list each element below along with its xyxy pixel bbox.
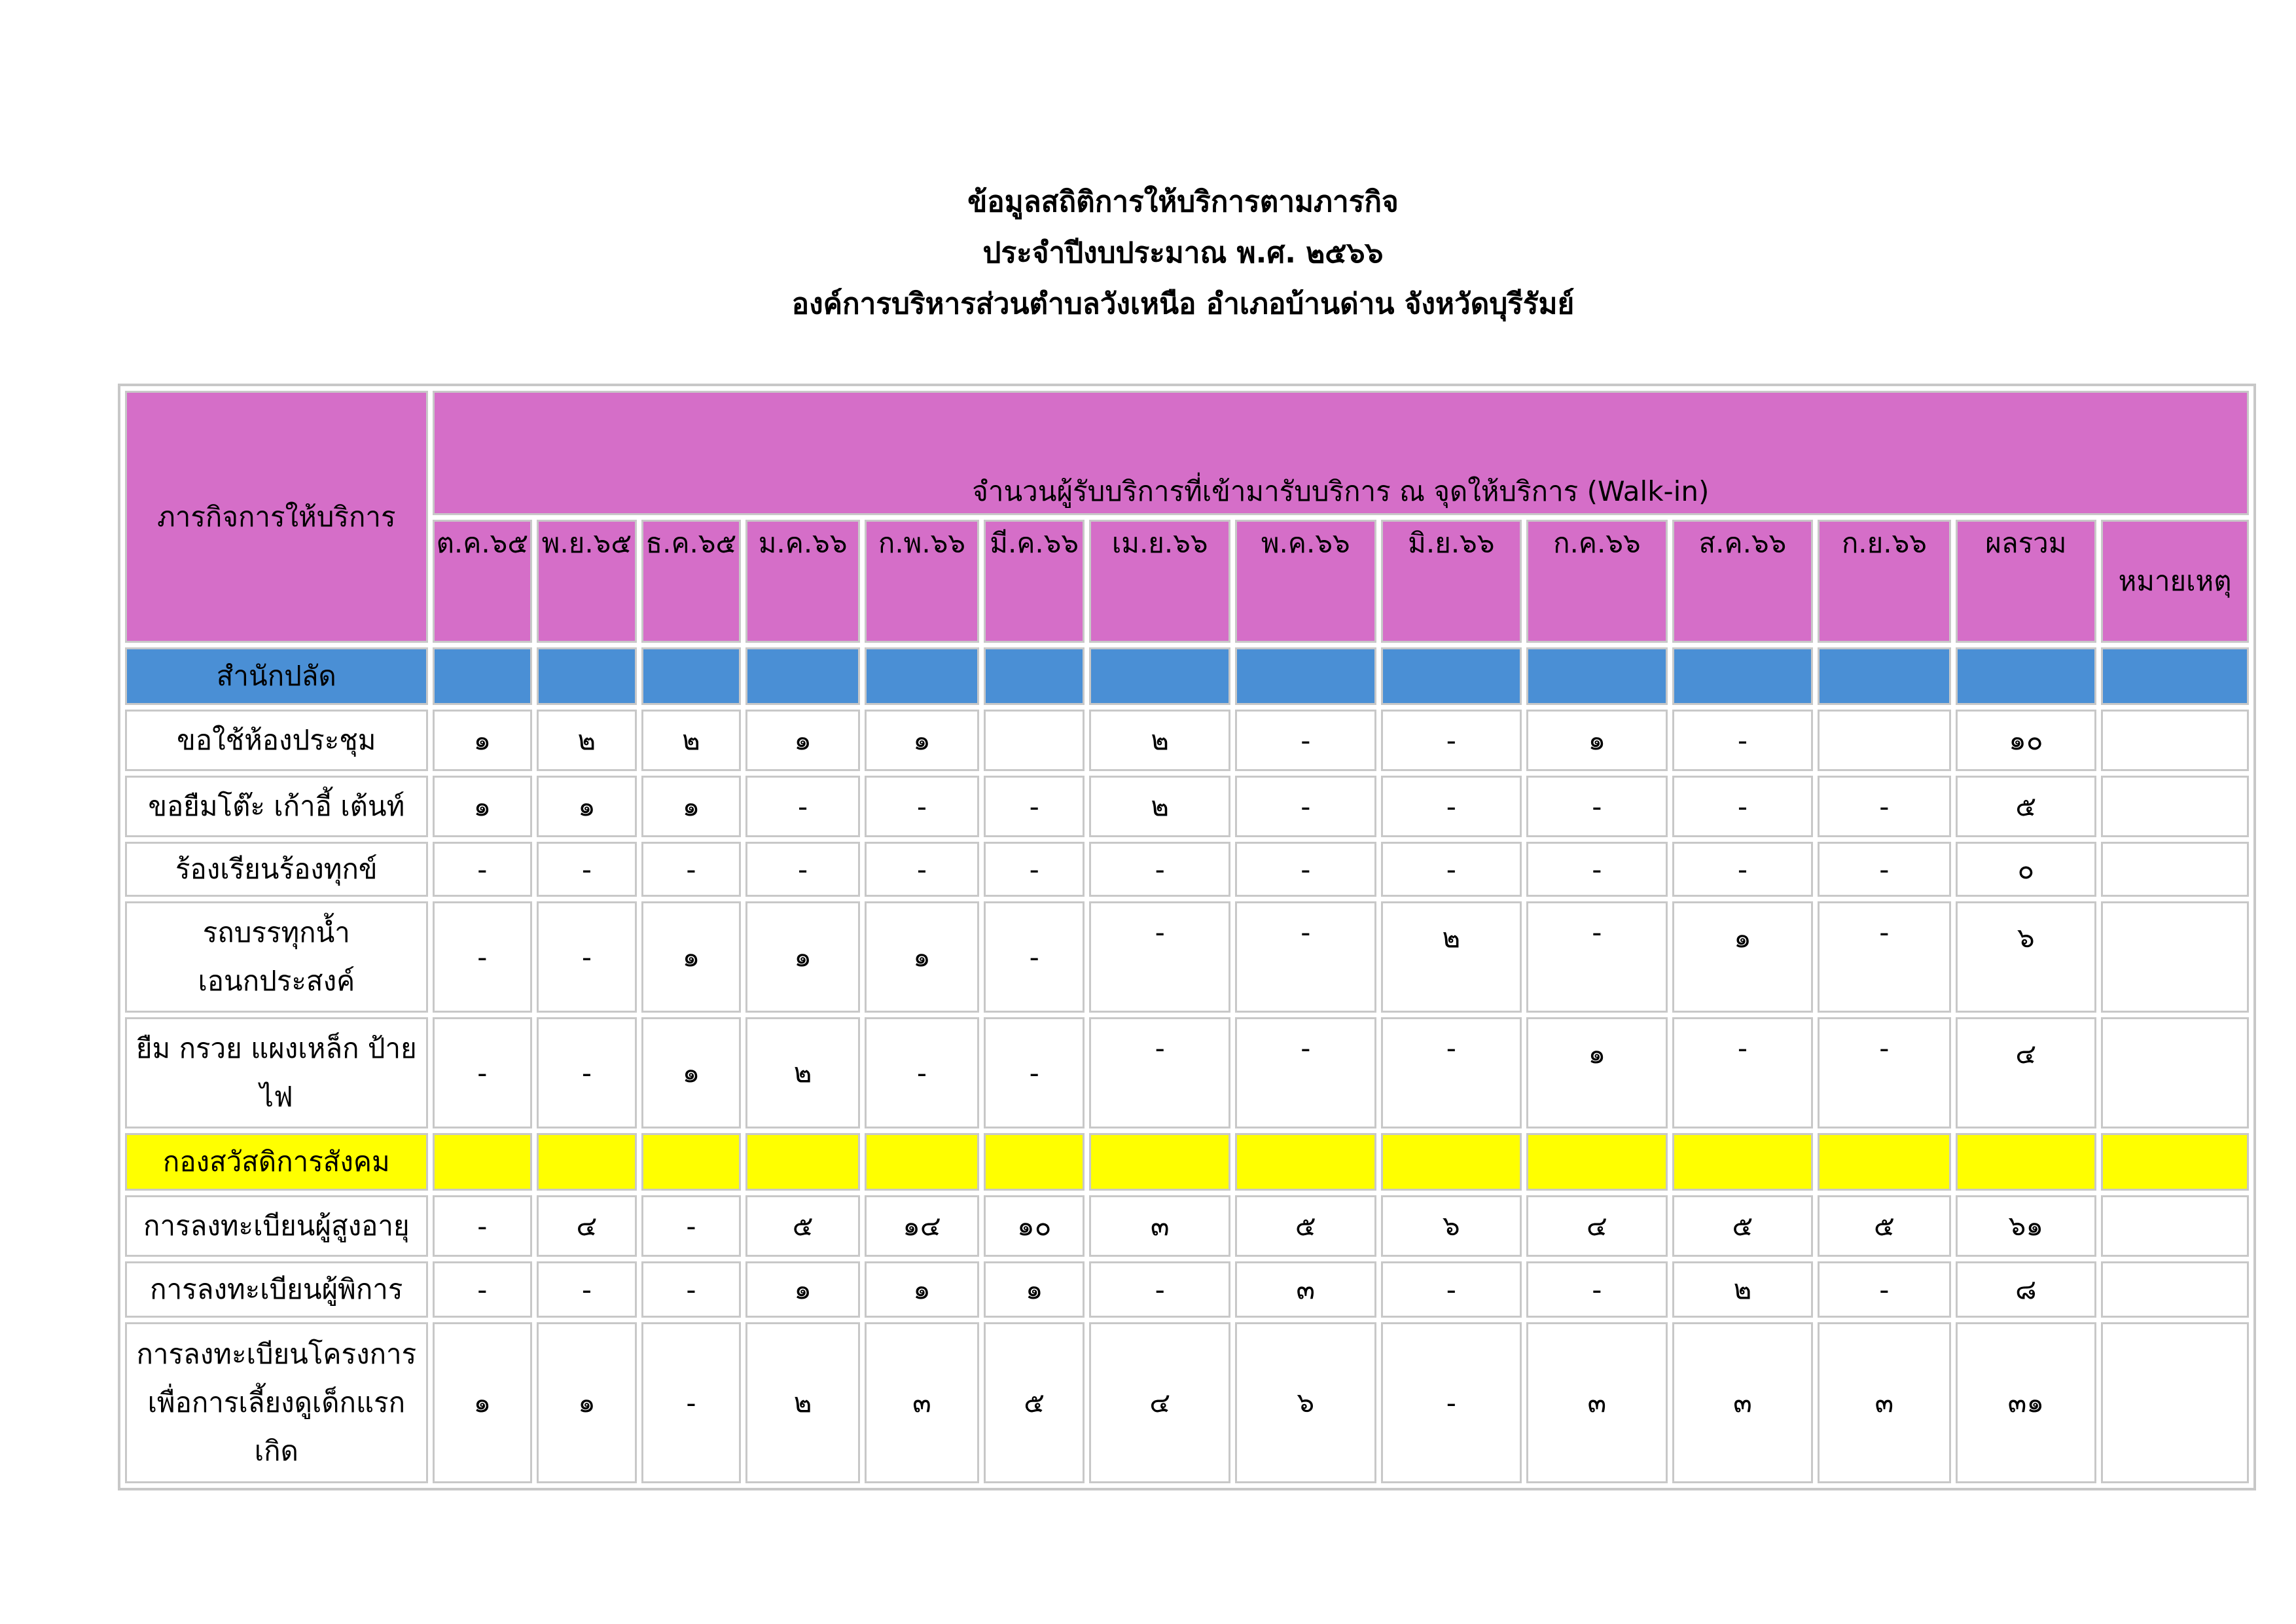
section-fill-cell: [1381, 1133, 1522, 1191]
total-cell: ๓๑: [1956, 1322, 2097, 1483]
value-cell: ๒: [1381, 901, 1522, 1013]
table-row: [125, 1261, 2249, 1318]
table-row: [125, 710, 2249, 771]
section-fill-cell: [537, 647, 637, 705]
month-header: ม.ค.๖๖: [745, 520, 860, 643]
table-row: [125, 776, 2249, 837]
task-cell: การลงทะเบียนผู้สูงอายุ: [125, 1195, 428, 1257]
value-cell: ๖: [1235, 1322, 1376, 1483]
note-header: หมายเหตุ: [2101, 520, 2249, 643]
value-cell: ๑: [984, 1261, 1085, 1318]
table-row: [125, 842, 2249, 897]
total-cell: ๐: [1956, 842, 2097, 897]
value-cell: ๑: [1526, 710, 1668, 771]
section-fill-cell: [984, 647, 1085, 705]
value-cell: -: [1381, 842, 1522, 897]
section-label: กองสวัสดิการสังคม: [125, 1133, 428, 1191]
task-cell: การลงทะเบียนโครงการ เพื่อการเลี้ยงดูเด็กแรก เกิด: [125, 1322, 428, 1483]
total-cell: ๕: [1956, 776, 2097, 837]
total-cell: ๑๐: [1956, 710, 2097, 771]
value-cell: ๑: [433, 710, 533, 771]
value-cell: -: [1089, 1017, 1230, 1128]
value-cell: ๓: [1672, 1322, 1814, 1483]
section-fill-cell: [2101, 647, 2249, 705]
value-cell: -: [537, 842, 637, 897]
value-cell: ๓: [1526, 1322, 1668, 1483]
value-cell: -: [1381, 776, 1522, 837]
value-cell: ๓: [1235, 1261, 1376, 1318]
title-line-3: องค์การบริหารส่วนตำบลวังเหนือ อำเภอบ้านด่าน จังหวัดบุรีรัมย์: [791, 287, 1575, 321]
walk-in-group-header: จำนวนผู้รับบริการที่เข้ามารับบริการ ณ จุดให้บริการ (Walk-in): [433, 391, 2249, 515]
note-cell: [2101, 1195, 2249, 1257]
note-cell: [2101, 1322, 2249, 1483]
total-cell: ๖๑: [1956, 1195, 2097, 1257]
value-cell: -: [1089, 842, 1230, 897]
value-cell: ๒: [745, 1017, 860, 1128]
note-cell: [2101, 901, 2249, 1013]
value-cell: ๔: [1089, 1322, 1230, 1483]
value-cell: -: [1381, 1261, 1522, 1318]
value-cell: -: [1672, 1017, 1814, 1128]
value-cell: -: [984, 842, 1085, 897]
value-cell: -: [1818, 901, 1950, 1013]
total-header: ผลรวม: [1956, 520, 2097, 643]
value-cell: ๓: [1089, 1195, 1230, 1257]
value-cell: ๑: [745, 1261, 860, 1318]
section-fill-cell: [865, 647, 979, 705]
value-cell: -: [1235, 710, 1376, 771]
value-cell: -: [1526, 901, 1668, 1013]
task-cell: ร้องเรียนร้องทุกข์: [125, 842, 428, 897]
month-header: พ.ค.๖๖: [1235, 520, 1376, 643]
month-header: มิ.ย.๖๖: [1381, 520, 1522, 643]
section-fill-cell: [1956, 647, 2097, 705]
table-row: [125, 1322, 2249, 1483]
value-cell: ๒: [1672, 1261, 1814, 1318]
table-row: [125, 901, 2249, 1013]
value-cell: -: [1381, 1017, 1522, 1128]
value-cell: -: [433, 1017, 533, 1128]
value-cell: ๑: [1526, 1017, 1668, 1128]
month-header: ส.ค.๖๖: [1672, 520, 1814, 643]
value-cell: ๖: [1381, 1195, 1522, 1257]
value-cell: ๑๐: [984, 1195, 1085, 1257]
value-cell: ๕: [1818, 1195, 1950, 1257]
value-cell: -: [1381, 1322, 1522, 1483]
value-cell: -: [1381, 710, 1522, 771]
section-fill-cell: [865, 1133, 979, 1191]
note-cell: [2101, 842, 2249, 897]
month-header: ธ.ค.๖๕: [641, 520, 742, 643]
value-cell: -: [1672, 776, 1814, 837]
value-cell: ๓: [1818, 1322, 1950, 1483]
value-cell: ๑: [641, 776, 742, 837]
section-fill-cell: [1956, 1133, 2097, 1191]
month-header: ก.ค.๖๖: [1526, 520, 1668, 643]
value-cell: ๑: [433, 1322, 533, 1483]
task-cell: ขอยืมโต๊ะ เก้าอี้ เต้นท์: [125, 776, 428, 837]
section-fill-cell: [1672, 647, 1814, 705]
section-fill-cell: [1526, 647, 1668, 705]
value-cell: -: [1089, 1261, 1230, 1318]
value-cell: -: [641, 1322, 742, 1483]
section-fill-cell: [1526, 1133, 1668, 1191]
value-cell: -: [641, 842, 742, 897]
month-header: ก.ย.๖๖: [1818, 520, 1950, 643]
section-fill-cell: [2101, 1133, 2249, 1191]
note-cell: [2101, 710, 2249, 771]
task-cell: รถบรรทุกน้ำ เอนกประสงค์: [125, 901, 428, 1013]
value-cell: -: [1526, 1261, 1668, 1318]
value-cell: -: [745, 776, 860, 837]
value-cell: ๑: [537, 1322, 637, 1483]
value-cell: ๑: [865, 1261, 979, 1318]
value-cell: -: [537, 901, 637, 1013]
section-fill-cell: [641, 647, 742, 705]
month-header: เม.ย.๖๖: [1089, 520, 1230, 643]
total-cell: ๘: [1956, 1261, 2097, 1318]
value-cell: -: [641, 1195, 742, 1257]
value-cell: ๑: [865, 710, 979, 771]
section-fill-cell: [1235, 647, 1376, 705]
section-fill-cell: [984, 1133, 1085, 1191]
value-cell: -: [537, 1261, 637, 1318]
section-fill-cell: [1672, 1133, 1814, 1191]
value-cell: ๔: [537, 1195, 637, 1257]
value-cell: ๒: [1089, 776, 1230, 837]
value-cell: ๑: [745, 710, 860, 771]
table-row: [125, 1017, 2249, 1128]
section-fill-cell: [537, 1133, 637, 1191]
value-cell: -: [865, 776, 979, 837]
value-cell: -: [537, 1017, 637, 1128]
document-titles: [0, 177, 2296, 330]
section-row: [125, 1133, 2249, 1191]
value-cell: -: [1818, 776, 1950, 837]
value-cell: [984, 710, 1085, 771]
value-cell: -: [1235, 776, 1376, 837]
month-header: ก.พ.๖๖: [865, 520, 979, 643]
value-cell: -: [1818, 1017, 1950, 1128]
value-cell: -: [1818, 1261, 1950, 1318]
section-fill-cell: [1089, 1133, 1230, 1191]
mission-header: ภารกิจการให้บริการ: [125, 391, 428, 643]
value-cell: -: [1526, 776, 1668, 837]
total-cell: ๔: [1956, 1017, 2097, 1128]
value-cell: -: [433, 842, 533, 897]
value-cell: -: [1235, 1017, 1376, 1128]
value-cell: ๑: [641, 901, 742, 1013]
value-cell: ๑: [537, 776, 637, 837]
title-line-2: ประจำปีงบประมาณ พ.ศ. ๒๕๖๖: [982, 236, 1384, 270]
value-cell: ๑: [865, 901, 979, 1013]
value-cell: ๕: [745, 1195, 860, 1257]
value-cell: -: [433, 1261, 533, 1318]
section-fill-cell: [1381, 647, 1522, 705]
value-cell: -: [433, 901, 533, 1013]
value-cell: ๓: [865, 1322, 979, 1483]
value-cell: -: [1089, 901, 1230, 1013]
section-fill-cell: [1235, 1133, 1376, 1191]
note-cell: [2101, 1017, 2249, 1128]
value-cell: -: [433, 1195, 533, 1257]
task-cell: การลงทะเบียนผู้พิการ: [125, 1261, 428, 1318]
title-line-1: ข้อมูลสถิติการให้บริการตามภารกิจ: [967, 185, 1399, 219]
value-cell: ๔: [1526, 1195, 1668, 1257]
value-cell: -: [745, 842, 860, 897]
value-cell: -: [1235, 842, 1376, 897]
value-cell: ๑: [433, 776, 533, 837]
value-cell: ๒: [1089, 710, 1230, 771]
value-cell: ๒: [641, 710, 742, 771]
value-cell: ๒: [537, 710, 637, 771]
value-cell: -: [1672, 710, 1814, 771]
value-cell: -: [865, 842, 979, 897]
value-cell: ๑๔: [865, 1195, 979, 1257]
section-fill-cell: [641, 1133, 742, 1191]
section-fill-cell: [745, 647, 860, 705]
note-cell: [2101, 776, 2249, 837]
month-header: ต.ค.๖๕: [433, 520, 533, 643]
month-header: พ.ย.๖๕: [537, 520, 637, 643]
value-cell: ๕: [1672, 1195, 1814, 1257]
value-cell: ๕: [1235, 1195, 1376, 1257]
value-cell: ๒: [745, 1322, 860, 1483]
section-fill-cell: [433, 647, 533, 705]
table-row: [125, 1195, 2249, 1257]
section-fill-cell: [1818, 1133, 1950, 1191]
value-cell: -: [865, 1017, 979, 1128]
section-fill-cell: [745, 1133, 860, 1191]
value-cell: ๕: [984, 1322, 1085, 1483]
task-cell: ยืม กรวย แผงเหล็ก ป้าย ไฟ: [125, 1017, 428, 1128]
value-cell: -: [1526, 842, 1668, 897]
section-row: [125, 647, 2249, 705]
service-statistics-table: [118, 384, 2256, 1490]
value-cell: -: [984, 776, 1085, 837]
value-cell: -: [984, 901, 1085, 1013]
value-cell: [1818, 710, 1950, 771]
total-cell: ๖: [1956, 901, 2097, 1013]
value-cell: ๑: [641, 1017, 742, 1128]
month-header: มี.ค.๖๖: [984, 520, 1085, 643]
value-cell: -: [1818, 842, 1950, 897]
section-fill-cell: [433, 1133, 533, 1191]
section-label: สำนักปลัด: [125, 647, 428, 705]
section-fill-cell: [1818, 647, 1950, 705]
value-cell: -: [1235, 901, 1376, 1013]
value-cell: -: [1672, 842, 1814, 897]
section-fill-cell: [1089, 647, 1230, 705]
value-cell: ๑: [1672, 901, 1814, 1013]
note-cell: [2101, 1261, 2249, 1318]
value-cell: -: [984, 1017, 1085, 1128]
value-cell: ๑: [745, 901, 860, 1013]
value-cell: -: [641, 1261, 742, 1318]
task-cell: ขอใช้ห้องประชุม: [125, 710, 428, 771]
